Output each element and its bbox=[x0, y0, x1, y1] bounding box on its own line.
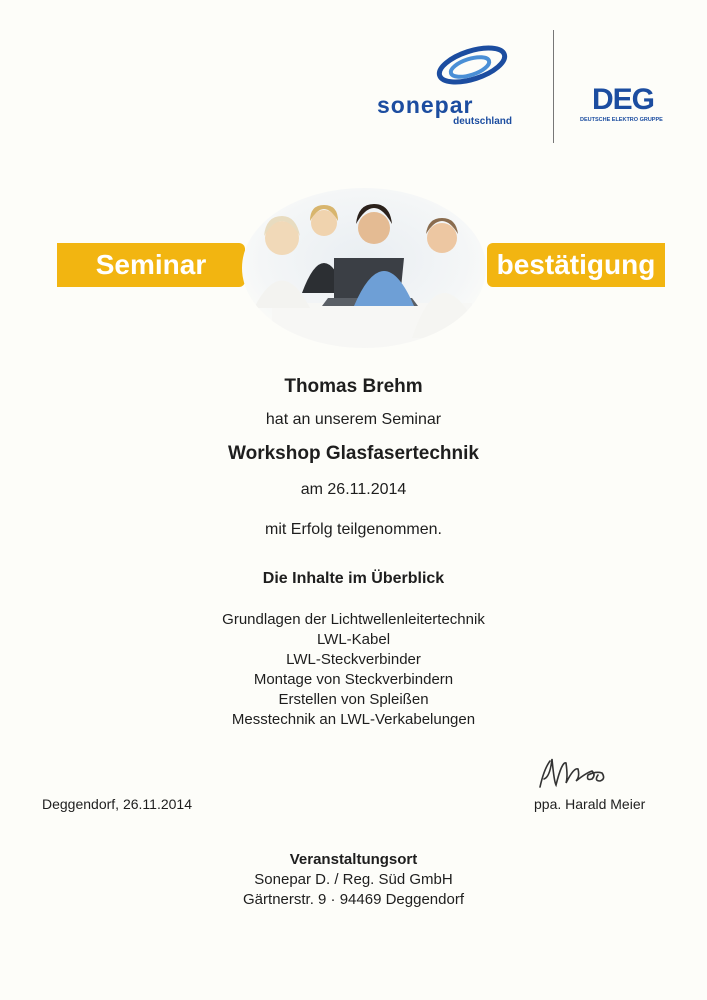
list-item: LWL-Steckverbinder bbox=[286, 651, 421, 668]
list-item: Montage von Steckverbindern bbox=[253, 671, 454, 688]
venue-block bbox=[0, 850, 707, 910]
handwritten-signature bbox=[530, 757, 660, 793]
seminar-photo bbox=[242, 188, 486, 348]
contents-heading: Die Inhalte im Überblick bbox=[262, 570, 445, 587]
banner-bestaetigung: bestätigung bbox=[487, 243, 665, 287]
deg-logo bbox=[580, 83, 690, 133]
people-at-laptop-image bbox=[242, 188, 486, 348]
venue-heading: Veranstaltungsort bbox=[289, 851, 418, 868]
banner-seminar: Seminar bbox=[57, 243, 245, 287]
attendance-text: hat an unserem Seminar bbox=[265, 411, 442, 428]
sonepar-wordmark: sonepar bbox=[377, 92, 474, 118]
course-title: Workshop Glasfasertechnik bbox=[228, 443, 479, 464]
list-item: LWL-Kabel bbox=[316, 631, 391, 648]
sonepar-swirl-icon bbox=[432, 40, 512, 90]
venue-address: Gärtnerstr. 9 · 94469 Deggendorf bbox=[243, 891, 464, 908]
contents-list bbox=[0, 610, 707, 730]
participant-name: Thomas Brehm bbox=[284, 376, 423, 397]
deg-subtitle: DEUTSCHE ELEKTRO GRUPPE bbox=[580, 117, 663, 123]
course-date: am 26.11.2014 bbox=[300, 481, 407, 498]
venue-company: Sonepar D. / Reg. Süd GmbH bbox=[254, 871, 453, 888]
list-item: Erstellen von Spleißen bbox=[278, 691, 429, 708]
logo-divider bbox=[553, 30, 554, 143]
success-text: mit Erfolg teilgenommen. bbox=[265, 521, 442, 538]
signer-name: ppa. Harald Meier bbox=[534, 796, 646, 812]
sonepar-logo bbox=[372, 40, 552, 130]
sonepar-subtitle: deutschland bbox=[453, 116, 512, 127]
list-item: Grundlagen der Lichtwellenleitertechnik bbox=[222, 611, 485, 628]
place-date: Deggendorf, 26.11.2014 bbox=[42, 796, 192, 812]
deg-wordmark: DEG bbox=[592, 83, 655, 116]
list-item: Messtechnik an LWL-Verkabelungen bbox=[231, 711, 476, 728]
